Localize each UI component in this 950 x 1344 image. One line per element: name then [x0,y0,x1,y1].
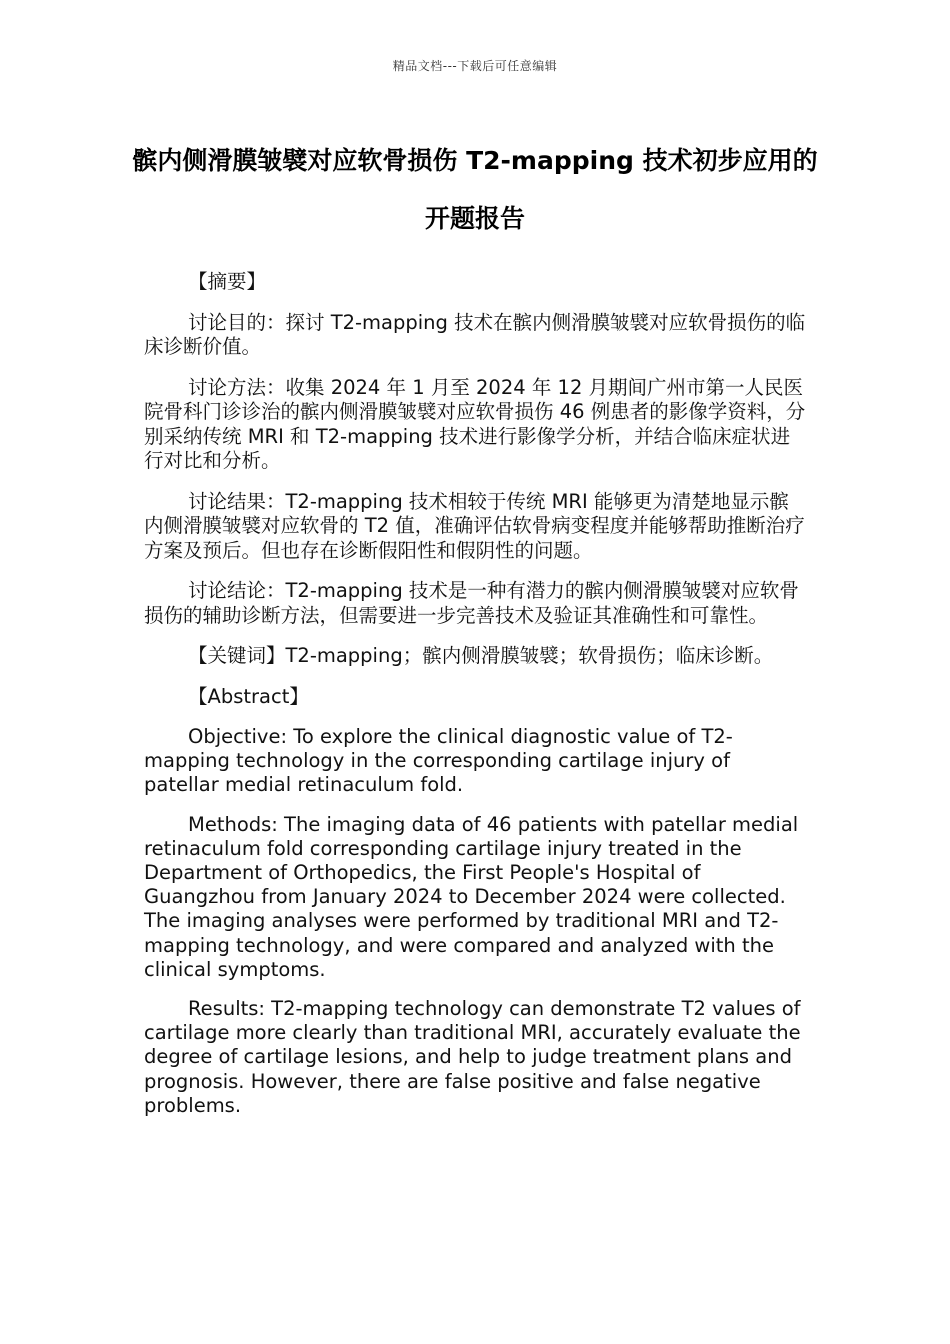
paragraph-objective-en: Objective: To explore the clinical diagnostic value of T2-mapping technology in the corresponding cartilage injury of patellar medial retinaculum fold. [144,725,733,797]
paragraph-methods-en: Methods: The imaging data of 46 patients with patellar medial retinaculum fold corresponding cartilage injury treated in the Department of Orthopedics, the First People's Hospital of Guangzhou from January 2024 to December 2024 were collected. The imaging analyses were performed by traditional MRI and T2-mapping technology, and were compared and analyzed with the clinical symptoms. [144,812,799,981]
paragraph-results-cn: 讨论结果：T2-mapping 技术相较于传统 MRI 能够更为清楚地显示髌内侧滑膜皱襞对应软骨的 T2 值，准确评估软骨病变程度并能够帮助推断治疗方案及预后。但也存在诊断假阳性和假阴性的问题。 [144,489,805,562]
document-body [144,270,808,1133]
abstract-cn-heading: 【摘要】 [188,270,267,293]
paragraph-methods-cn: 讨论方法：收集 2024 年 1 月至 2024 年 12 月期间广州市第一人民医院骨科门诊诊治的髌内侧滑膜皱襞对应软骨损伤 46 例患者的影像学资料，分别采纳传统 MRI 和 T2-mapping 技术进行影像学分析，并结合临床症状进行对比和分析。 [144,375,806,472]
paragraph-objective-cn: 讨论目的：探讨 T2-mapping 技术在髌内侧滑膜皱襞对应软骨损伤的临床诊断价值。 [144,310,806,358]
paragraph-conclusion-cn: 讨论结论：T2-mapping 技术是一种有潜力的髌内侧滑膜皱襞对应软骨损伤的辅助诊断方法，但需要进一步完善技术及验证其准确性和可靠性。 [144,579,799,627]
paragraph-results-en: Results: T2-mapping technology can demonstrate T2 values of cartilage more clearly than traditional MRI, accurately evaluate the degree of cartilage lesions, and help to judge treatment plans and prognosis. However, there are false positive and false negative problems. [144,997,801,1117]
keywords-line: 【关键词】T2-mapping；髌内侧滑膜皱襞；软骨损伤；临床诊断。 [188,644,774,667]
document-title: 髌内侧滑膜皱襞对应软骨损伤 T2-mapping 技术初步应用的开题报告 [132,146,818,233]
abstract-en-heading: 【Abstract】 [188,684,309,708]
header-note: 精品文档---下载后可任意编辑 [392,59,558,73]
